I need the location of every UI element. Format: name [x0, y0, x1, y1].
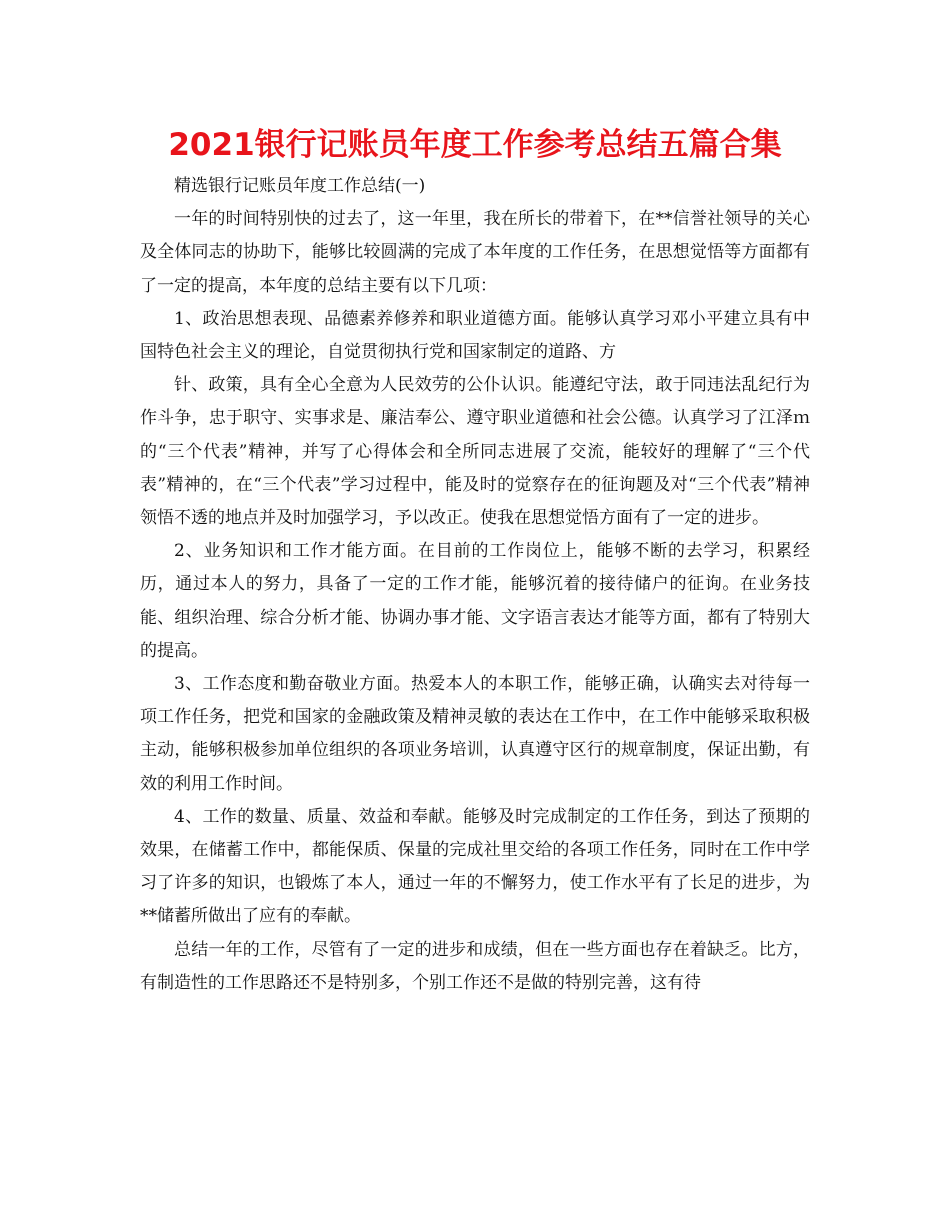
- paragraph-political-continued: 针、政策，具有全心全意为人民效劳的公仆认识。能遵纪守法，敢于同违法乱纪行为作斗争，忠于职守、实事求是、廉洁奉公、遵守职业道德和社会公德。认真学习了江泽ｍ的“三个代表”精神，并写了心得体会和全所同志进展了交流，能较好的理解了“三个代表”精神的，在“三个代表”学习过程中，能及时的觉察存在的征询题及对“三个代表”精神领悟不透的地点并及时加强学习，予以改正。使我在思想觉悟方面有了一定的进步。: [140, 375, 810, 529]
- paragraph-work-output: 4、工作的数量、质量、效益和奉献。能够及时完成制定的工作任务，到达了预期的效果，在储蓄工作中，都能保质、保量的完成社里交给的各项工作任务，同时在工作中学习了许多的知识，也锻炼了本人，通过一年的不懈努力，使工作水平有了长足的进步，为**储蓄所做出了应有的奉献。: [140, 806, 810, 927]
- document-title: 2021银行记账员年度工作参考总结五篇合集: [168, 127, 782, 163]
- paragraph-political: 1、政治思想表现、品德素养修养和职业道德方面。能够认真学习邓小平建立具有中国特色社会主义的理论，自觉贯彻执行党和国家制定的道路、方: [140, 308, 810, 363]
- paragraph-summary: 总结一年的工作，尽管有了一定的进步和成绩，但在一些方面也存在着缺乏。比方，有制造性的工作思路还不是特别多，个别工作还不是做的特别完善，这有待: [140, 939, 810, 993]
- paragraph-work-attitude: 3、工作态度和勤奋敬业方面。热爱本人的本职工作，能够正确，认确实去对待每一项工作任务，把党和国家的金融政策及精神灵敏的表达在工作中，在工作中能够采取积极主动，能够积极参加单位组织的各项业务培训，认真遵守区行的规章制度，保证出勤，有效的利用工作时间。: [140, 674, 810, 794]
- paragraph-intro: 一年的时间特别快的过去了，这一年里，我在所长的带着下，在**信誉社领导的关心及全体同志的协助下，能够比较圆满的完成了本年度的工作任务，在思想觉悟等方面都有了一定的提高，本年度的总结主要有以下几项：: [140, 209, 810, 296]
- section-subtitle: 精选银行记账员年度工作总结(一): [174, 176, 426, 196]
- document-body: [140, 170, 810, 1000]
- paragraph-business-skills: 2、业务知识和工作才能方面。在目前的工作岗位上，能够不断的去学习，积累经历，通过本人的努力，具备了一定的工作才能，能够沉着的接待储户的征询。在业务技能、组织治理、综合分析才能、协调办事才能、文字语言表达才能等方面，都有了特别大的提高。: [140, 541, 810, 661]
